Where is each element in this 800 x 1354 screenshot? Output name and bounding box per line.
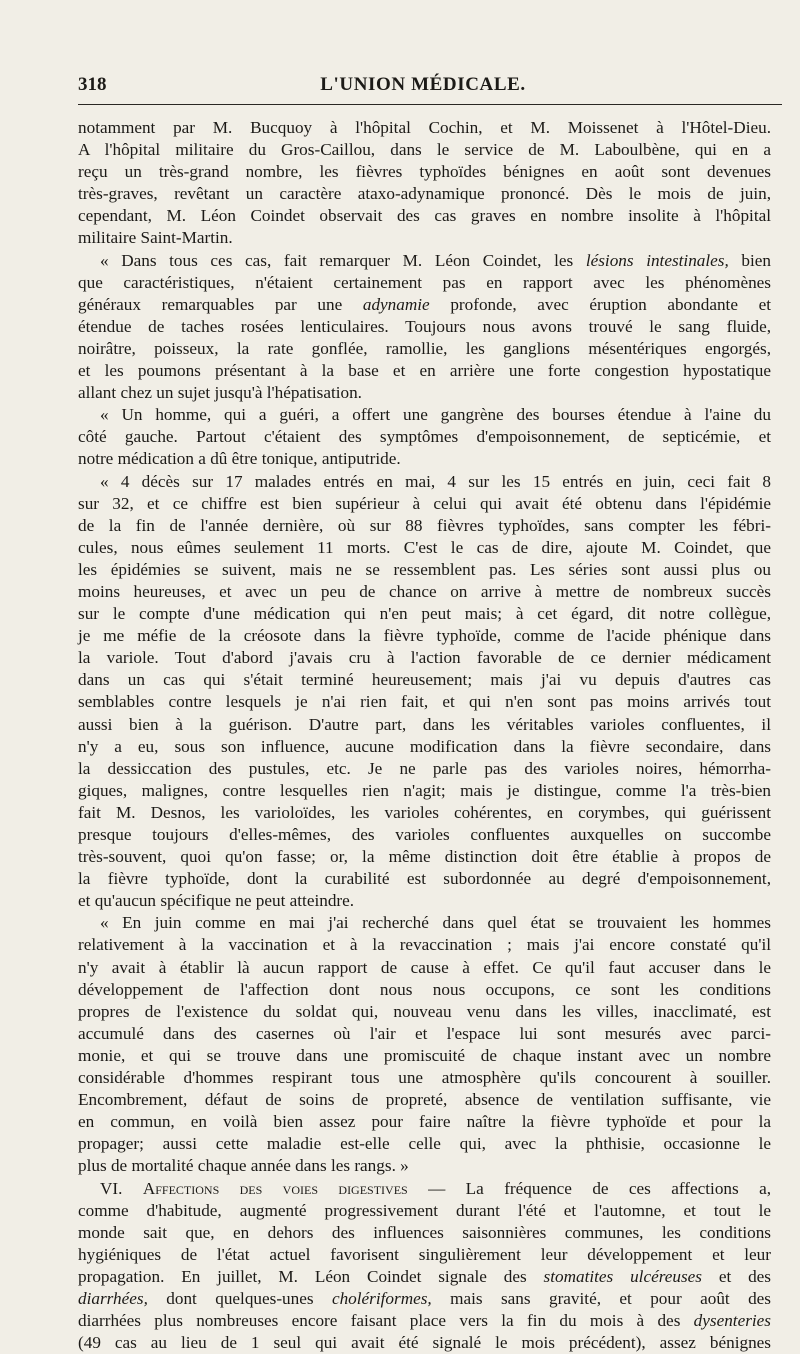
text-line: allant chez un sujet jusqu'à l'hépatisation.: [78, 383, 362, 403]
text-line: [78, 1288, 771, 1310]
text-line: semblables contre lesquels je n'ai rien fait, et qui n'en sont pas moins arrivés tout: [78, 692, 771, 712]
italic-span: lésions intestinales,: [585, 250, 729, 270]
italic-span: dysenteries: [693, 1311, 771, 1331]
text-line: côté gauche. Partout c'étaient des symptômes d'empoisonnement, de septicémie, et: [78, 427, 771, 447]
text-line: propager; aussi cette maladie est-elle celle qui, avec la phthisie, occasionne le: [78, 1134, 771, 1154]
text-line: la fièvre typhoïde, dont la curabilité est subordonnée au degré d'empoisonnement,: [78, 869, 771, 889]
italic-span: adynamie: [362, 294, 430, 314]
small-caps-heading: Affections des voies digestives: [142, 1178, 408, 1198]
text-span: « Dans tous ces cas, fait remarquer M. Léon Coindet, les: [100, 250, 586, 270]
text-line: noirâtre, poisseux, la rate gonflée, ramollie, les ganglions mésentériques engorgés,: [78, 338, 771, 358]
text-line: aussi bien à la guérison. D'autre part, dans les véritables varioles confluentes, il: [78, 714, 771, 734]
text-line: giques, malignes, contre lesquelles rien n'agit; mais je distingue, comme l'a très-bien: [78, 780, 771, 800]
text-line: considérable d'hommes respirant tous une atmosphère qu'ils concourent à souiller.: [78, 1068, 771, 1088]
text-line: de la fin de l'année dernière, où sur 88 fièvres typhoïdes, sans compter les fébri-: [78, 515, 771, 535]
text-span: profonde, avec éruption abondante et: [429, 294, 771, 314]
text-line: presque toujours d'elles-mêmes, des varioles confluentes auxquelles on succombe: [78, 825, 771, 844]
text-line: notamment par M. Bucquoy à l'hôpital Cochin, et M. Moissenet à l'Hôtel-Dieu.: [78, 118, 771, 137]
italic-span: stomatites ulcéreuses: [543, 1266, 702, 1286]
text-line: sur 32, et ce chiffre est bien supérieur à celui qui avait été obtenu dans l'épidémie: [78, 493, 771, 513]
text-line: reçu un très-grand nombre, les fièvres typhoïdes bénignes en août sont devenues: [78, 162, 771, 182]
text-line: et les poumons présentant à la base et en arrière une forte congestion hypostatique: [78, 361, 771, 381]
text-span: — La fréquence de ces affections a,: [407, 1178, 771, 1198]
text-line: notre médication a dû être tonique, antiputride.: [78, 449, 401, 469]
text-line: et qu'aucun spécifique ne peut atteindre.: [78, 891, 355, 911]
text-line: monie, et qui se trouve dans une promiscuité de chaque instant avec un nombre: [78, 1045, 771, 1065]
text-line: que caractéristiques, n'étaient certainement pas en rapport avec les phénomènes: [78, 272, 771, 292]
page-header: [78, 74, 768, 104]
italic-span: diarrhées,: [78, 1288, 148, 1308]
italic-span: cholériformes,: [331, 1288, 432, 1308]
text-line: A l'hôpital militaire du Gros-Caillou, dans le service de M. Laboulbène, qui en a: [78, 140, 771, 160]
text-line: [78, 1310, 771, 1332]
text-line: « En juin comme en mai j'ai recherché dans quel état se trouvaient les hommes: [100, 913, 771, 933]
text-span: propagation. En juillet, M. Léon Coindet signale des: [78, 1266, 544, 1286]
text-line: « Un homme, qui a guéri, a offert une gangrène des bourses étendue à l'aine du: [100, 405, 771, 425]
text-line: comme d'habitude, augmenté progressivement durant l'été et l'automne, et tout le: [78, 1200, 771, 1220]
text-span: généraux remarquables par une: [78, 294, 363, 314]
text-line: dans un cas qui s'était terminé heureusement; mais j'ai vu depuis d'autres cas: [78, 670, 771, 690]
text-line: [78, 1178, 771, 1200]
text-line: la variole. Tout d'abord j'avais cru à l'action favorable de ce dernier médicament: [78, 648, 771, 668]
text-line: la dessiccation des pustules, etc. Je ne parle pas des varioles noires, hémorrha-: [78, 758, 771, 778]
text-line: [78, 250, 771, 272]
text-span: VI.: [100, 1178, 143, 1198]
text-line: relativement à la vaccination et à la revaccination ; mais j'ai encore constaté qu'il: [78, 935, 771, 955]
text-span: bien: [728, 250, 772, 270]
text-line: plus de mortalité chaque année dans les rangs. »: [78, 1156, 409, 1176]
text-line: sur le compte d'une médication qui n'en peut mais; à cet égard, dit notre collègue,: [78, 604, 771, 624]
text-line: « 4 décès sur 17 malades entrés en mai, 4 sur les 15 entrés en juin, ceci fait 8: [100, 471, 771, 491]
text-span: mais sans gravité, et pour août des: [431, 1288, 771, 1308]
text-line: [78, 294, 771, 316]
text-span: et des: [701, 1266, 771, 1286]
text-span: dont quelques-unes: [147, 1288, 332, 1308]
text-line: moins heureuses, et avec un peu de chance on arrive à mettre de nombreux succès: [78, 581, 771, 601]
text-line: je me méfie de la créosote dans la fièvre typhoïde, comme de l'acide phénique dans: [78, 626, 771, 646]
text-line: propres de l'existence du soldat qui, nouveau venu dans les villes, inacclimaté, est: [78, 1001, 771, 1021]
text-line: les épidémies se suivent, mais ne se ressemblent pas. Les séries sont aussi plus ou: [78, 559, 771, 579]
body-text: [78, 117, 771, 1354]
text-line: cependant, M. Léon Coindet observait des cas graves en nombre insolite à l'hôpital: [78, 206, 771, 226]
text-line: militaire Saint-Martin.: [78, 228, 233, 248]
running-title: L'UNION MÉDICALE.: [320, 74, 526, 95]
text-line: développement de l'affection dont nous nous occupons, ce sont les conditions: [78, 979, 771, 999]
text-line: n'y a eu, sous son influence, aucune modification dans la fièvre secondaire, dans: [78, 736, 771, 756]
text-line: accumulé dans des casernes où l'air et l'espace lui sont mesurés avec parci-: [78, 1023, 771, 1043]
page-number: 318: [78, 74, 107, 95]
text-line: fait M. Desnos, les varioloïdes, les varioles cohérentes, en corymbes, qui guérissent: [78, 802, 771, 822]
text-line: très-graves, revêtant un caractère ataxo-adynamique prononcé. Dès le mois de juin,: [78, 184, 771, 204]
text-line: monde sait que, en dehors des influences saisonnières communes, les conditions: [78, 1222, 771, 1242]
header-rule: [78, 104, 782, 105]
text-line: [78, 1266, 771, 1288]
text-line: hygiéniques de l'état actuel favorisent singulièrement leur développement et leur: [78, 1244, 771, 1264]
text-line: étendue de taches rosées lenticulaires. Toujours nous avons trouvé le sang fluide,: [78, 316, 771, 336]
text-line: Encombrement, défaut de soins de propreté, absence de ventilation suffisante, vie: [78, 1090, 771, 1110]
text-line: cules, nous eûmes seulement 11 morts. C'est le cas de dire, ajoute M. Coindet, que: [78, 537, 771, 557]
text-line: n'y avait à établir là aucun rapport de cause à effet. Ce qu'il faut accuser dans le: [78, 957, 771, 977]
text-line: en commun, en voilà bien assez pour faire naître la fièvre typhoïde et pour la: [78, 1112, 771, 1132]
text-span: diarrhées plus nombreuses encore faisant place vers la fin du mois à des: [78, 1311, 694, 1331]
text-line: (49 cas au lieu de 1 seul qui avait été signalé le mois précédent), assez bénignes: [78, 1333, 771, 1353]
text-line: très-souvent, quoi qu'on fasse; or, la même distinction doit être établie à propos de: [78, 847, 771, 867]
